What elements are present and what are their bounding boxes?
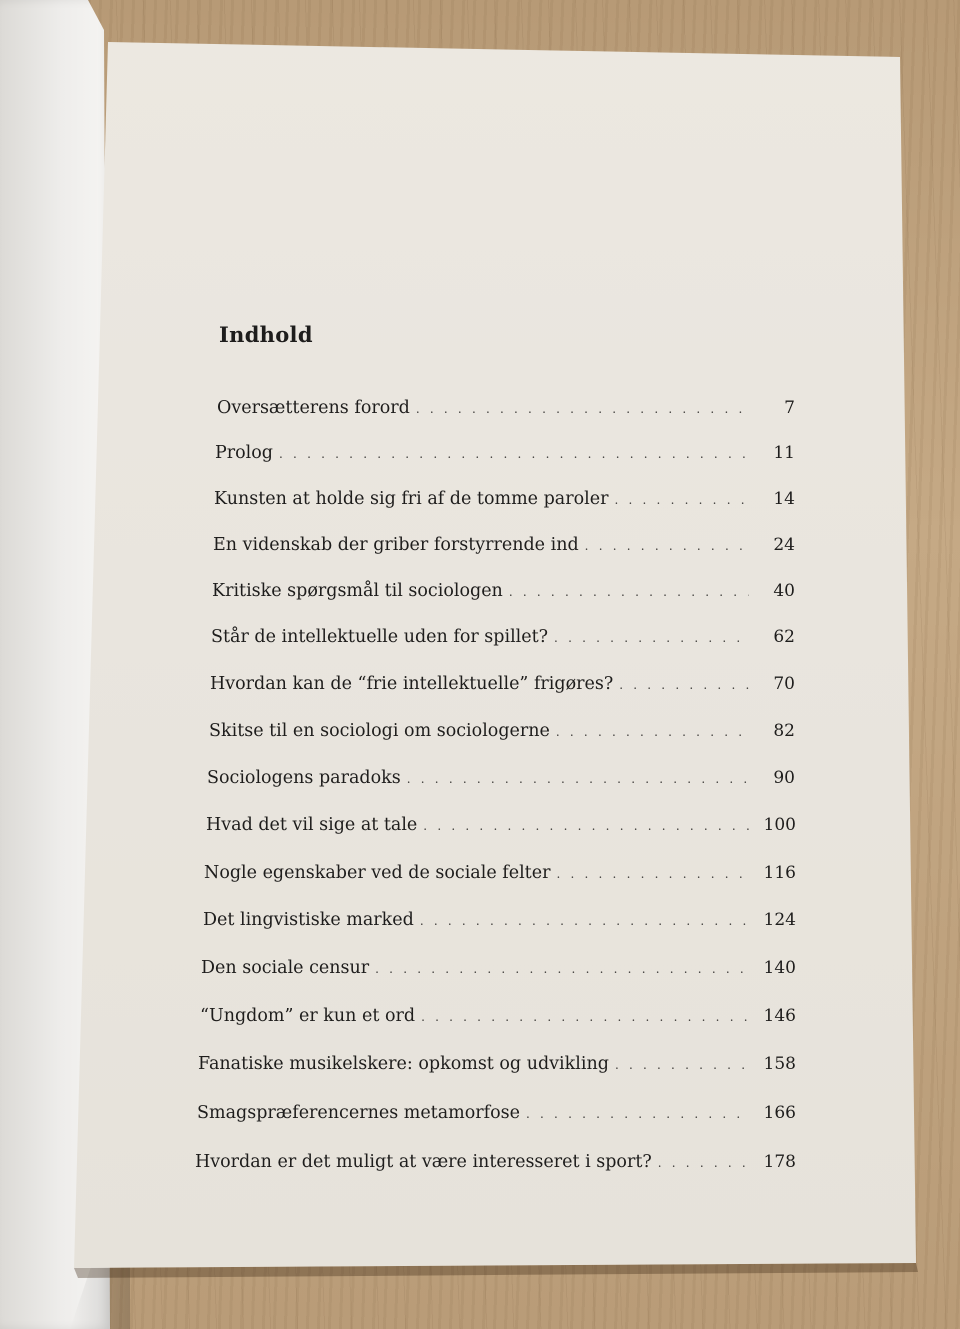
toc-dot-leader (421, 1010, 750, 1024)
toc-entry (215, 443, 795, 469)
toc-entry (211, 627, 795, 653)
toc-dot-leader (556, 725, 749, 739)
toc-heading: Indhold (219, 322, 313, 347)
toc-entry-title: Hvordan er det muligt at være interesseret i sport? (195, 1152, 652, 1172)
toc-entry-page: 140 (763, 958, 796, 978)
toc-entry-page: 100 (763, 815, 796, 835)
toc-entry (200, 1006, 796, 1032)
toc-entry-page: 124 (763, 910, 796, 930)
toc-dot-leader (526, 1107, 750, 1121)
toc-entry (209, 721, 795, 747)
toc-entry (212, 581, 795, 607)
toc-entry-title: Oversætterens forord (217, 398, 410, 418)
toc-entry-title: Sociologens paradoks (207, 768, 401, 788)
toc-entry (197, 1103, 796, 1129)
toc-dot-leader (658, 1156, 750, 1170)
toc-entry-title: Skitse til en sociologi om sociologerne (209, 721, 550, 741)
toc-entry-page: 90 (773, 768, 795, 788)
toc-entry-page: 62 (773, 627, 795, 647)
toc-entry-title: “Ungdom” er kun et ord (200, 1006, 416, 1026)
toc-dot-leader (375, 962, 750, 976)
toc-entry (204, 863, 796, 889)
toc-entry-title: Fanatiske musikelskere: opkomst og udvikling (198, 1054, 609, 1074)
toc-dot-leader (416, 402, 749, 416)
toc-dot-leader (554, 631, 749, 645)
toc-entry-page: 7 (784, 398, 795, 418)
toc-dot-leader (423, 819, 750, 833)
toc-entry-page: 24 (773, 535, 795, 555)
toc-entry (213, 535, 795, 561)
toc-entry-title: Smagspræferencernes metamorfose (197, 1103, 520, 1123)
toc-dot-leader (556, 867, 750, 881)
toc-entry (210, 674, 795, 700)
toc-entry (217, 398, 795, 424)
toc-entry-title: Hvordan kan de “frie intellektuelle” frigøres? (210, 674, 614, 694)
toc-entry-title: Prolog (215, 443, 274, 463)
toc-entry-page: 82 (773, 721, 795, 741)
toc-entry (195, 1152, 796, 1178)
toc-entry (201, 958, 796, 984)
toc-entry (207, 768, 795, 794)
toc-entry-page: 14 (773, 489, 795, 509)
toc-entry-page: 166 (763, 1103, 796, 1123)
toc-entry (206, 815, 796, 841)
toc-entry-title: Står de intellektuelle uden for spillet? (211, 627, 549, 647)
toc-dot-leader (585, 539, 749, 553)
toc-dot-leader (614, 493, 749, 507)
toc-entry-page: 11 (773, 443, 795, 463)
toc-dot-leader (619, 678, 749, 692)
toc-dot-leader (407, 772, 749, 786)
toc-entry-page: 146 (763, 1006, 796, 1026)
toc-dot-leader (509, 585, 749, 599)
toc-entry-page: 70 (773, 674, 795, 694)
toc-entry-title: Kunsten at holde sig fri af de tomme paroler (214, 489, 609, 509)
toc-entry-page: 178 (763, 1152, 796, 1172)
toc-dot-leader (279, 447, 749, 461)
toc-entry-title: Nogle egenskaber ved de sociale felter (204, 863, 551, 883)
toc-entry-title: Hvad det vil sige at tale (206, 815, 418, 835)
toc-entry-title: Det lingvistiske marked (203, 910, 414, 930)
toc-entry (214, 489, 795, 515)
toc-entry-page: 158 (763, 1054, 796, 1074)
toc-entry-page: 40 (773, 581, 795, 601)
toc-entry (203, 910, 796, 936)
toc-entry (198, 1054, 796, 1080)
toc-entry-page: 116 (763, 863, 796, 883)
toc-dot-leader (420, 914, 750, 928)
toc-dot-leader (615, 1058, 750, 1072)
toc-entry-title: Kritiske spørgsmål til sociologen (212, 581, 503, 601)
toc-entry-title: Den sociale censur (201, 958, 370, 978)
toc-entry-title: En videnskab der griber forstyrrende ind (213, 535, 579, 555)
